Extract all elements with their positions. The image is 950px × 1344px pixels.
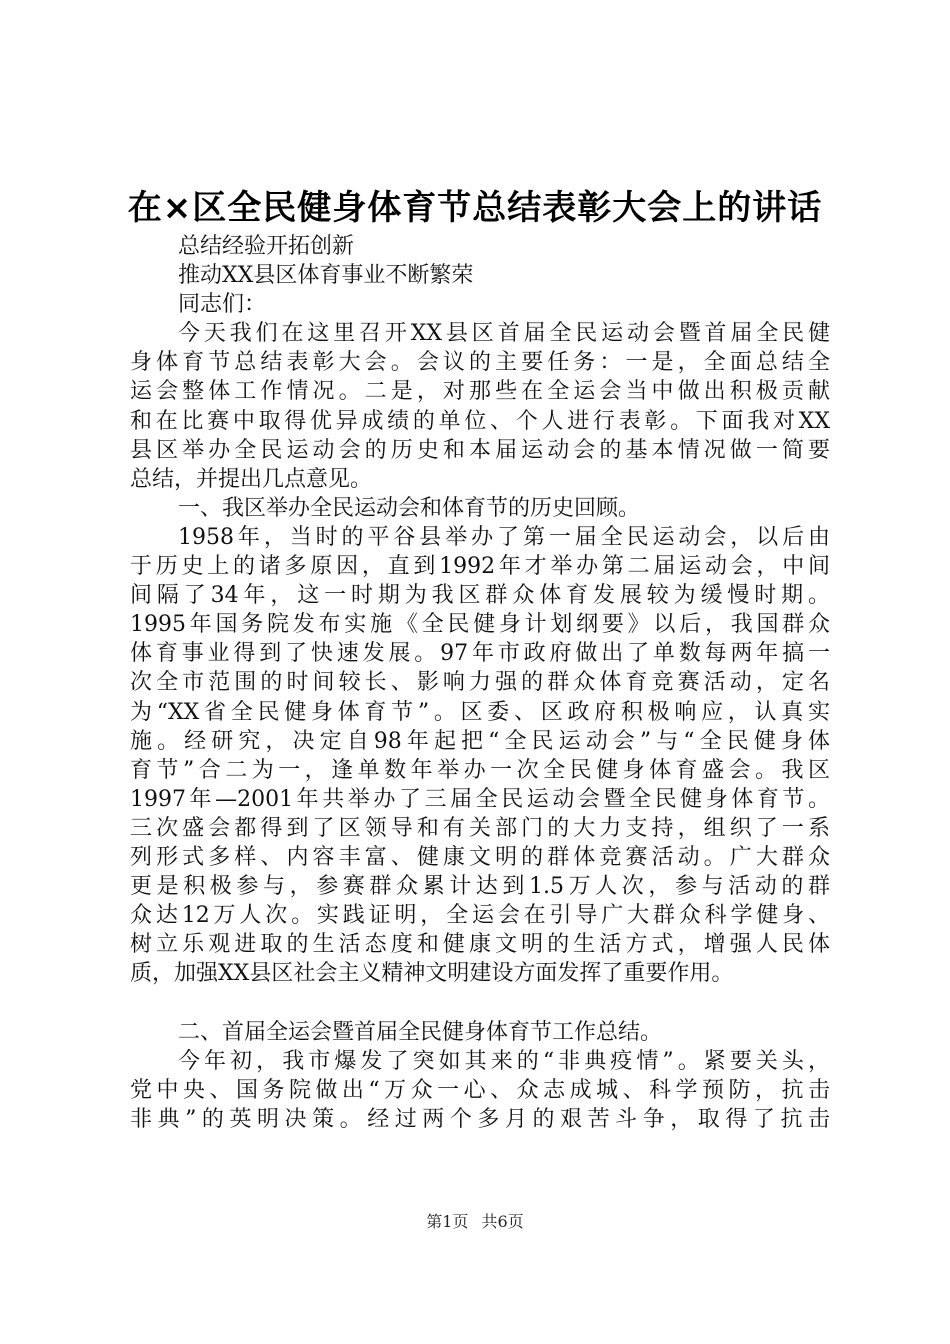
text-line: 身体育节总结表彰大会。会议的主要任务：一是，全面总结全 bbox=[130, 350, 830, 376]
document-title: 在×区全民健身体育节总结表彰大会上的讲话 bbox=[127, 188, 823, 228]
text-line: 今年初，我市爆发了突如其来的“非典疫情”。紧要关头， bbox=[178, 1048, 830, 1074]
text-line: 育节”合二为一，逢单数年举办一次全民健身体育盛会。我区 bbox=[130, 757, 830, 783]
text-line: 二、首届全运会暨首届全民健身体育节工作总结。 bbox=[178, 1019, 663, 1045]
text-line: 质，加强XX县区社会主义精神文明建设方面发挥了重要作用。 bbox=[130, 961, 734, 987]
text-line: 总结，并提出几点意见。 bbox=[130, 466, 373, 492]
page-footer bbox=[0, 1212, 950, 1232]
text-line: 树立乐观进取的生活态度和健康文明的生活方式，增强人民体 bbox=[130, 932, 830, 958]
text-line: 1995年国务院发布实施《全民健身计划纲要》以后，我国群众 bbox=[130, 612, 830, 638]
text-line: 更是积极参与，参赛群众累计达到1.5万人次，参与活动的群 bbox=[130, 874, 830, 900]
text-line: 非典”的英明决策。经过两个多月的艰苦斗争，取得了抗击 bbox=[130, 1106, 830, 1132]
text-line: 三次盛会都得到了区领导和有关部门的大力支持，组织了一系 bbox=[130, 815, 830, 841]
page-number: 第1页 bbox=[426, 1212, 469, 1231]
text-line: 同志们： bbox=[178, 292, 267, 318]
text-line: 间隔了34年，这一时期为我区群众体育发展较为缓慢时期。 bbox=[130, 583, 830, 609]
text-line: 推动XX县区体育事业不断繁荣 bbox=[178, 263, 474, 289]
page-total: 共6页 bbox=[481, 1212, 524, 1231]
text-line: 一、我区举办全民运动会和体育节的历史回顾。 bbox=[178, 495, 641, 521]
text-line: 施。经研究，决定自98年起把“全民运动会”与“全民健身体 bbox=[130, 728, 830, 754]
text-line: 今天我们在这里召开XX县区首届全民运动会暨首届全民健 bbox=[178, 321, 830, 347]
text-line: 运会整体工作情况。二是，对那些在全运会当中做出积极贡献 bbox=[130, 379, 830, 405]
text-line: 和在比赛中取得优异成绩的单位、个人进行表彰。下面我对XX bbox=[130, 408, 830, 434]
blank-line bbox=[130, 988, 830, 1017]
text-line: 党中央、国务院做出“万众一心、众志成城、科学预防，抗击 bbox=[130, 1077, 830, 1103]
text-line: 次全市范围的时间较长、影响力强的群众体育竞赛活动，定名 bbox=[130, 670, 830, 696]
text-line: 1997年—2001年共举办了三届全民运动会暨全民健身体育节。 bbox=[130, 786, 830, 812]
document-body bbox=[130, 232, 830, 1134]
text-line: 县区举办全民运动会的历史和本届运动会的基本情况做一简要 bbox=[130, 437, 830, 463]
text-line: 总结经验开拓创新 bbox=[178, 234, 355, 259]
text-line: 体育事业得到了快速发展。97年市政府做出了单数每两年搞一 bbox=[130, 641, 830, 667]
text-line: 1958年，当时的平谷县举办了第一届全民运动会，以后由 bbox=[178, 524, 830, 550]
text-line: 列形式多样、内容丰富、健康文明的群体竞赛活动。广大群众 bbox=[130, 844, 830, 870]
text-line: 众达12万人次。实践证明，全运会在引导广大群众科学健身、 bbox=[130, 903, 830, 929]
text-line: 为“XX省全民健身体育节”。区委、区政府积极响应，认真实 bbox=[130, 699, 830, 725]
text-line: 于历史上的诸多原因，直到1992年才举办第二届运动会，中间 bbox=[130, 554, 830, 580]
